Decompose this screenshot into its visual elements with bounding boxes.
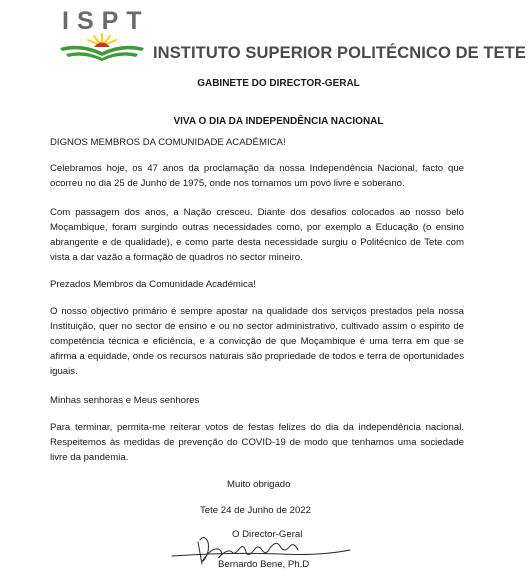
salutation: DIGNOS MEMBROS DA COMUNIDADE ACADÉMICA! [50, 137, 286, 148]
ispt-sunburst-emblem-icon [56, 30, 148, 64]
closing-thanks: Muito obrigado [227, 479, 291, 490]
paragraph-1: Celebramos hoje, os 47 anos da proclamação da nossa Independência Nacional, facto que ocorreu no dia 25 de Junho de 1975, onde nos tornamos um povo livre e soberano. [50, 163, 464, 189]
salutation-3: Minhas senhoras e Meus senhores [50, 395, 200, 406]
ispt-logo [56, 8, 148, 64]
paragraph-2: Com passagem dos anos, a Nação cresceu. Diante dos desafios colocados ao nosso belo Moçambique, foram surgindo outras necessidades como, por exemplo a Educação (o ensino abrangente e de qualidade), e como parte desta necessidade surgiu o Politécnico de Tete com vista a dar vazão a formação de quadros no sector mineiro. [50, 207, 464, 263]
signer-name: Bernardo Bene, Ph.D [218, 559, 310, 570]
institute-name: INSTITUTO SUPERIOR POLITÉCNICO DE TETE [153, 44, 526, 62]
place-date: Tete 24 de Junho de 2022 [200, 505, 311, 516]
signer-role: O Director-Geral [232, 529, 303, 540]
paragraph-4: Para terminar, permita-me reiterar votos de festas felizes do dia da independência nacional. Respeitemos às medidas de prevenção do COVID-19 de modo que tenhamos uma sociedade livre da pandemia. [50, 422, 464, 463]
office-heading: GABINETE DO DIRECTOR-GERAL [197, 78, 360, 89]
logo-text: ISPT [62, 7, 150, 35]
paragraph-3: O nosso objectivo primário é sempre apostar na qualidade dos serviços prestados pela nossa Instituição, quer no sector de ensino e ou no sector administrativo, cultivado assim o espirito de competência técnica e eficiência, e a convicção de que Moçambique é uma terra em que se afirma a equidade, onde os recursos naturais são propriedade de todos e terra de oportunidades iguais. [50, 306, 464, 377]
letter-title: VIVA O DIA DA INDEPENDÊNCIA NACIONAL [173, 116, 384, 127]
salutation-2: Prezados Membros da Comunidade Académica! [50, 279, 256, 290]
